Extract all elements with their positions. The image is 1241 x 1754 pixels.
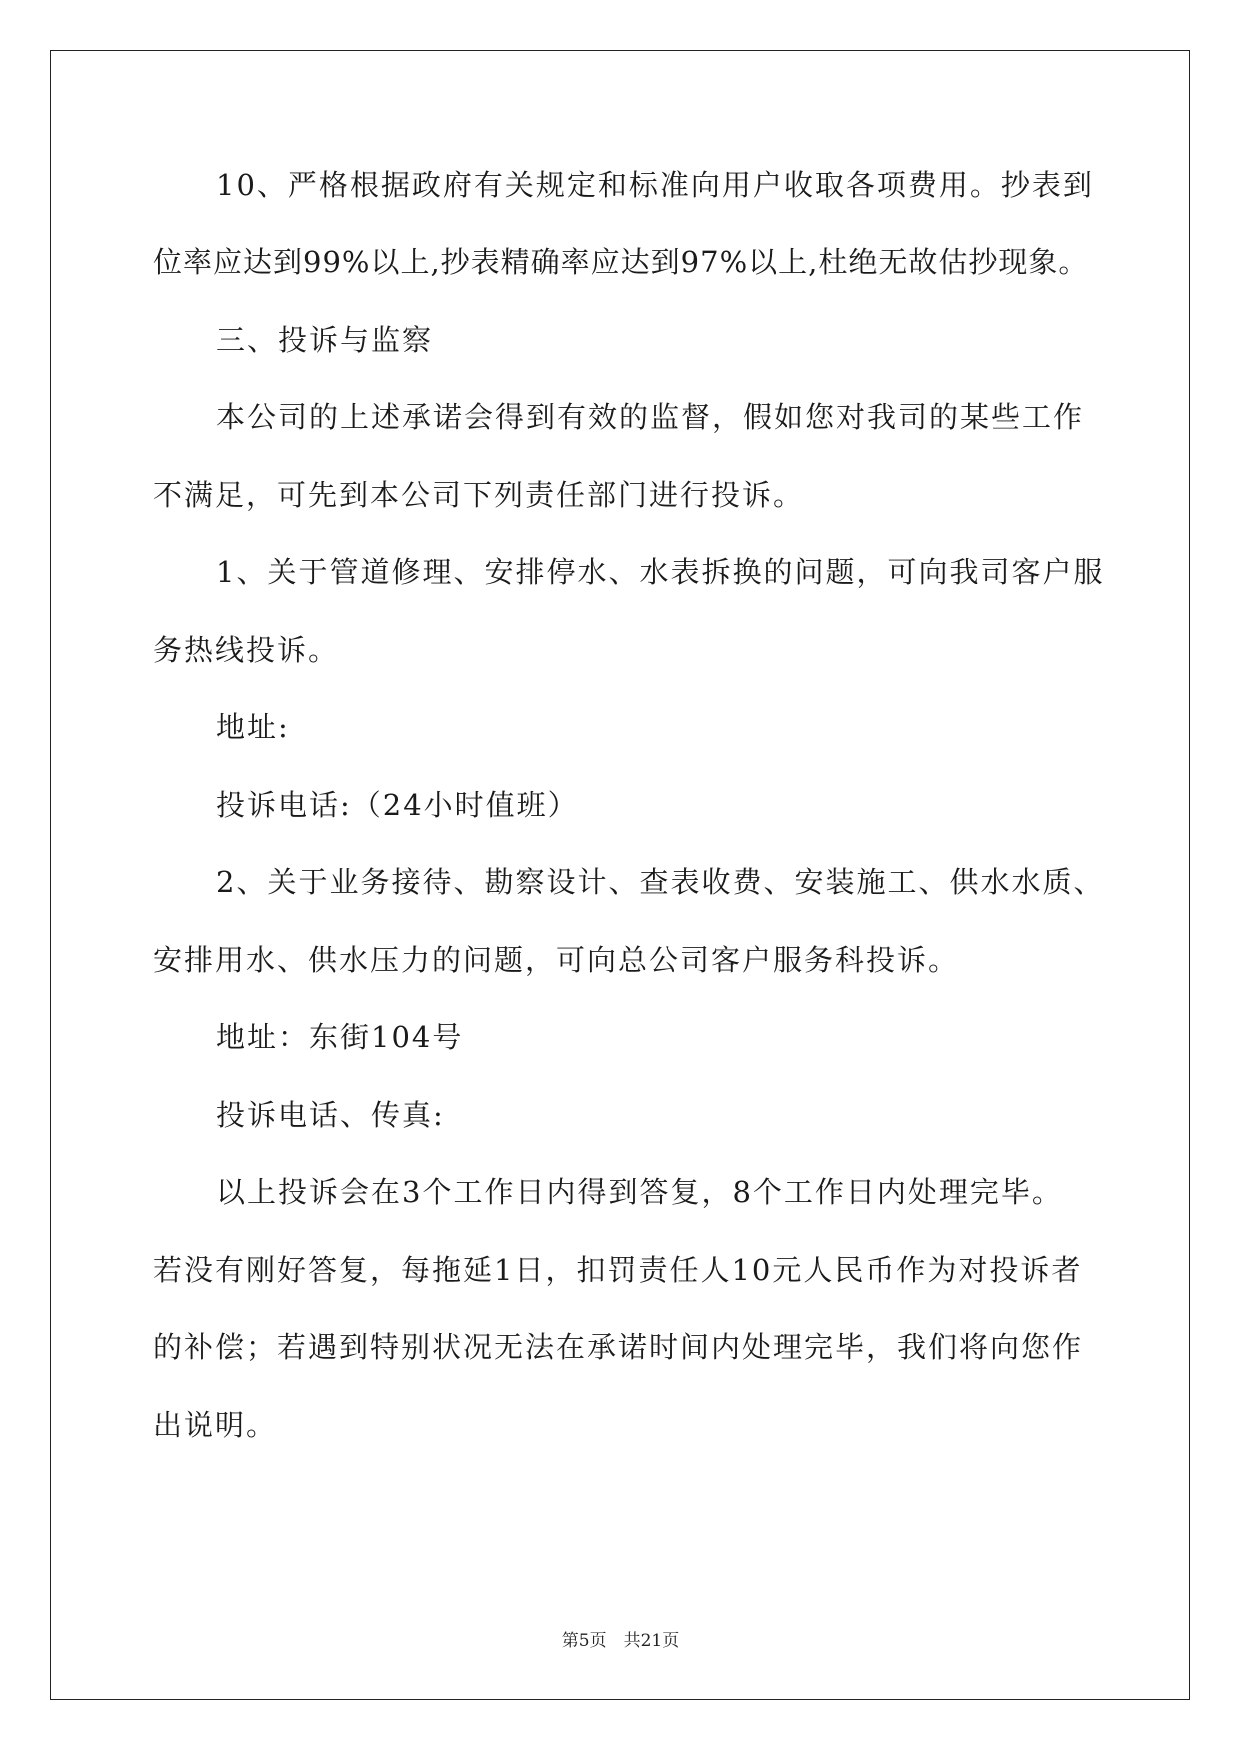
paragraph-line: 1、关于管道修理、安排停水、水表拆换的问题，可向我司客户服 bbox=[216, 555, 1105, 589]
page-number: 第5页 共21页 bbox=[561, 1631, 680, 1651]
paragraph-line: 本公司的上述承诺会得到有效的监督，假如您对我司的某些工作 bbox=[216, 400, 1085, 434]
address-label: 地址：东街104号 bbox=[216, 1020, 464, 1054]
paragraph-line: 位率应达到99%以上,抄表精确率应达到97%以上,杜绝无故估抄现象。 bbox=[153, 245, 1089, 279]
address-label: 地址: bbox=[216, 710, 290, 744]
section-heading: 三、投诉与监察 bbox=[216, 323, 434, 357]
phone-fax-label: 投诉电话、传真: bbox=[216, 1098, 445, 1132]
paragraph-line: 10、严格根据政府有关规定和标准向用户收取各项费用。抄表到 bbox=[216, 168, 1094, 202]
paragraph-line: 出说明。 bbox=[153, 1408, 278, 1442]
paragraph-line: 若没有刚好答复，每拖延1日，扣罚责任人10元人民币作为对投诉者 bbox=[153, 1253, 1083, 1287]
paragraph-line: 的补偿；若遇到特别状况无法在承诺时间内处理完毕，我们将向您作 bbox=[153, 1330, 1084, 1364]
paragraph-line: 以上投诉会在3个工作日内得到答复，8个工作日内处理完毕。 bbox=[216, 1175, 1063, 1209]
paragraph-line: 安排用水、供水压力的问题，可向总公司客户服务科投诉。 bbox=[153, 943, 960, 977]
paragraph-line: 务热线投诉。 bbox=[153, 633, 340, 667]
phone-label: 投诉电话:（24小时值班） bbox=[216, 788, 579, 822]
paragraph-line: 不满足，可先到本公司下列责任部门进行投诉。 bbox=[153, 478, 805, 512]
paragraph-line: 2、关于业务接待、勘察设计、查表收费、安装施工、供水水质、 bbox=[216, 865, 1105, 899]
